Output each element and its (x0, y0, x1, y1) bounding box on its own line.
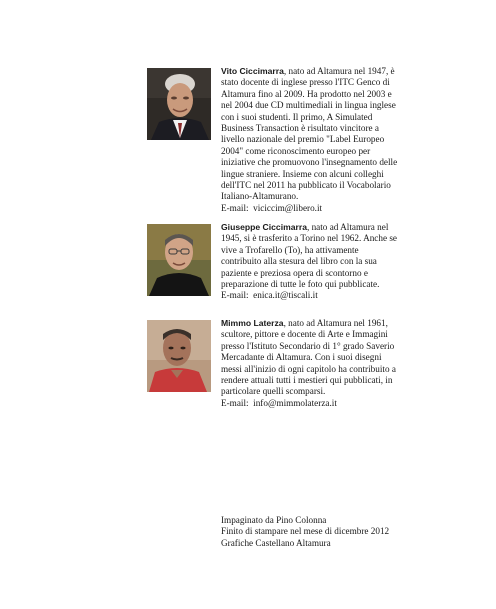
email-link[interactable]: info@mimmolaterza.it (253, 397, 337, 408)
email-label: E-mail: (221, 397, 249, 408)
portrait-photo (147, 224, 211, 296)
bio-text: , nato ad Altamura nel 1961, scultore, pittore e docente di Arte e Immagini presso l'Istituto Secondario di 1° grado Saverio Mercadante di Altamura. Con i suoi disegni messi all'inizio di ogni capitolo ha contribuito a rendere attuali tutti i mestieri qui pubblicati, in particolare quelli scomparsi. (221, 318, 396, 397)
email-link[interactable]: viciccim@libero.it (253, 202, 323, 213)
email-line (221, 203, 401, 214)
colophon (221, 515, 461, 549)
colophon-printer: Grafiche Castellano Altamura (221, 537, 331, 548)
email-link[interactable]: enica.it@tiscali.it (253, 290, 318, 301)
bio-text: , nato ad Altamura nel 1945, si è trasferito a Torino nel 1962. Anche se vive a Trofarello (To), ha attivamente contribuito alla stesura del libro con la sua paziente e preziosa opera di scontorno e preparazione di tutte le foto qui pubblicate. (221, 222, 398, 290)
email-line (221, 290, 401, 301)
portrait-photo (147, 68, 211, 140)
colophon-layout-credit: Impaginato da Pino Colonna (221, 515, 327, 525)
colophon-print-date: Finito di stampare nel mese di dicembre 2012 (221, 526, 390, 537)
email-label: E-mail: (221, 290, 249, 301)
bio-text: , nato ad Altamura nel 1947, è stato docente di inglese presso l'ITC Genco di Altamura fino al 2009. Ha prodotto nel 2003 e nel 2004 due CD multimediali in lingua inglese con i suoi studenti. Il primo, A Simulated Business Transaction è risultato vincitore a livello nazionale del premio "Label Europeo 2004" come riconoscimento europeo per iniziative che promuovono l'insegnamento delle lingue straniere. Insieme con alcuni colleghi dell'ITC nel 2011 ha pubblicato il Vocabolario Italiano-Altamurano. (221, 66, 398, 202)
bio-name: Vito Ciccimarra (221, 66, 284, 76)
email-label: E-mail: (221, 202, 249, 213)
bio-name: Giuseppe Ciccimarra (221, 222, 307, 232)
portrait-photo (147, 320, 211, 392)
email-line (221, 398, 401, 409)
bio-name: Mimmo Laterza (221, 318, 284, 328)
